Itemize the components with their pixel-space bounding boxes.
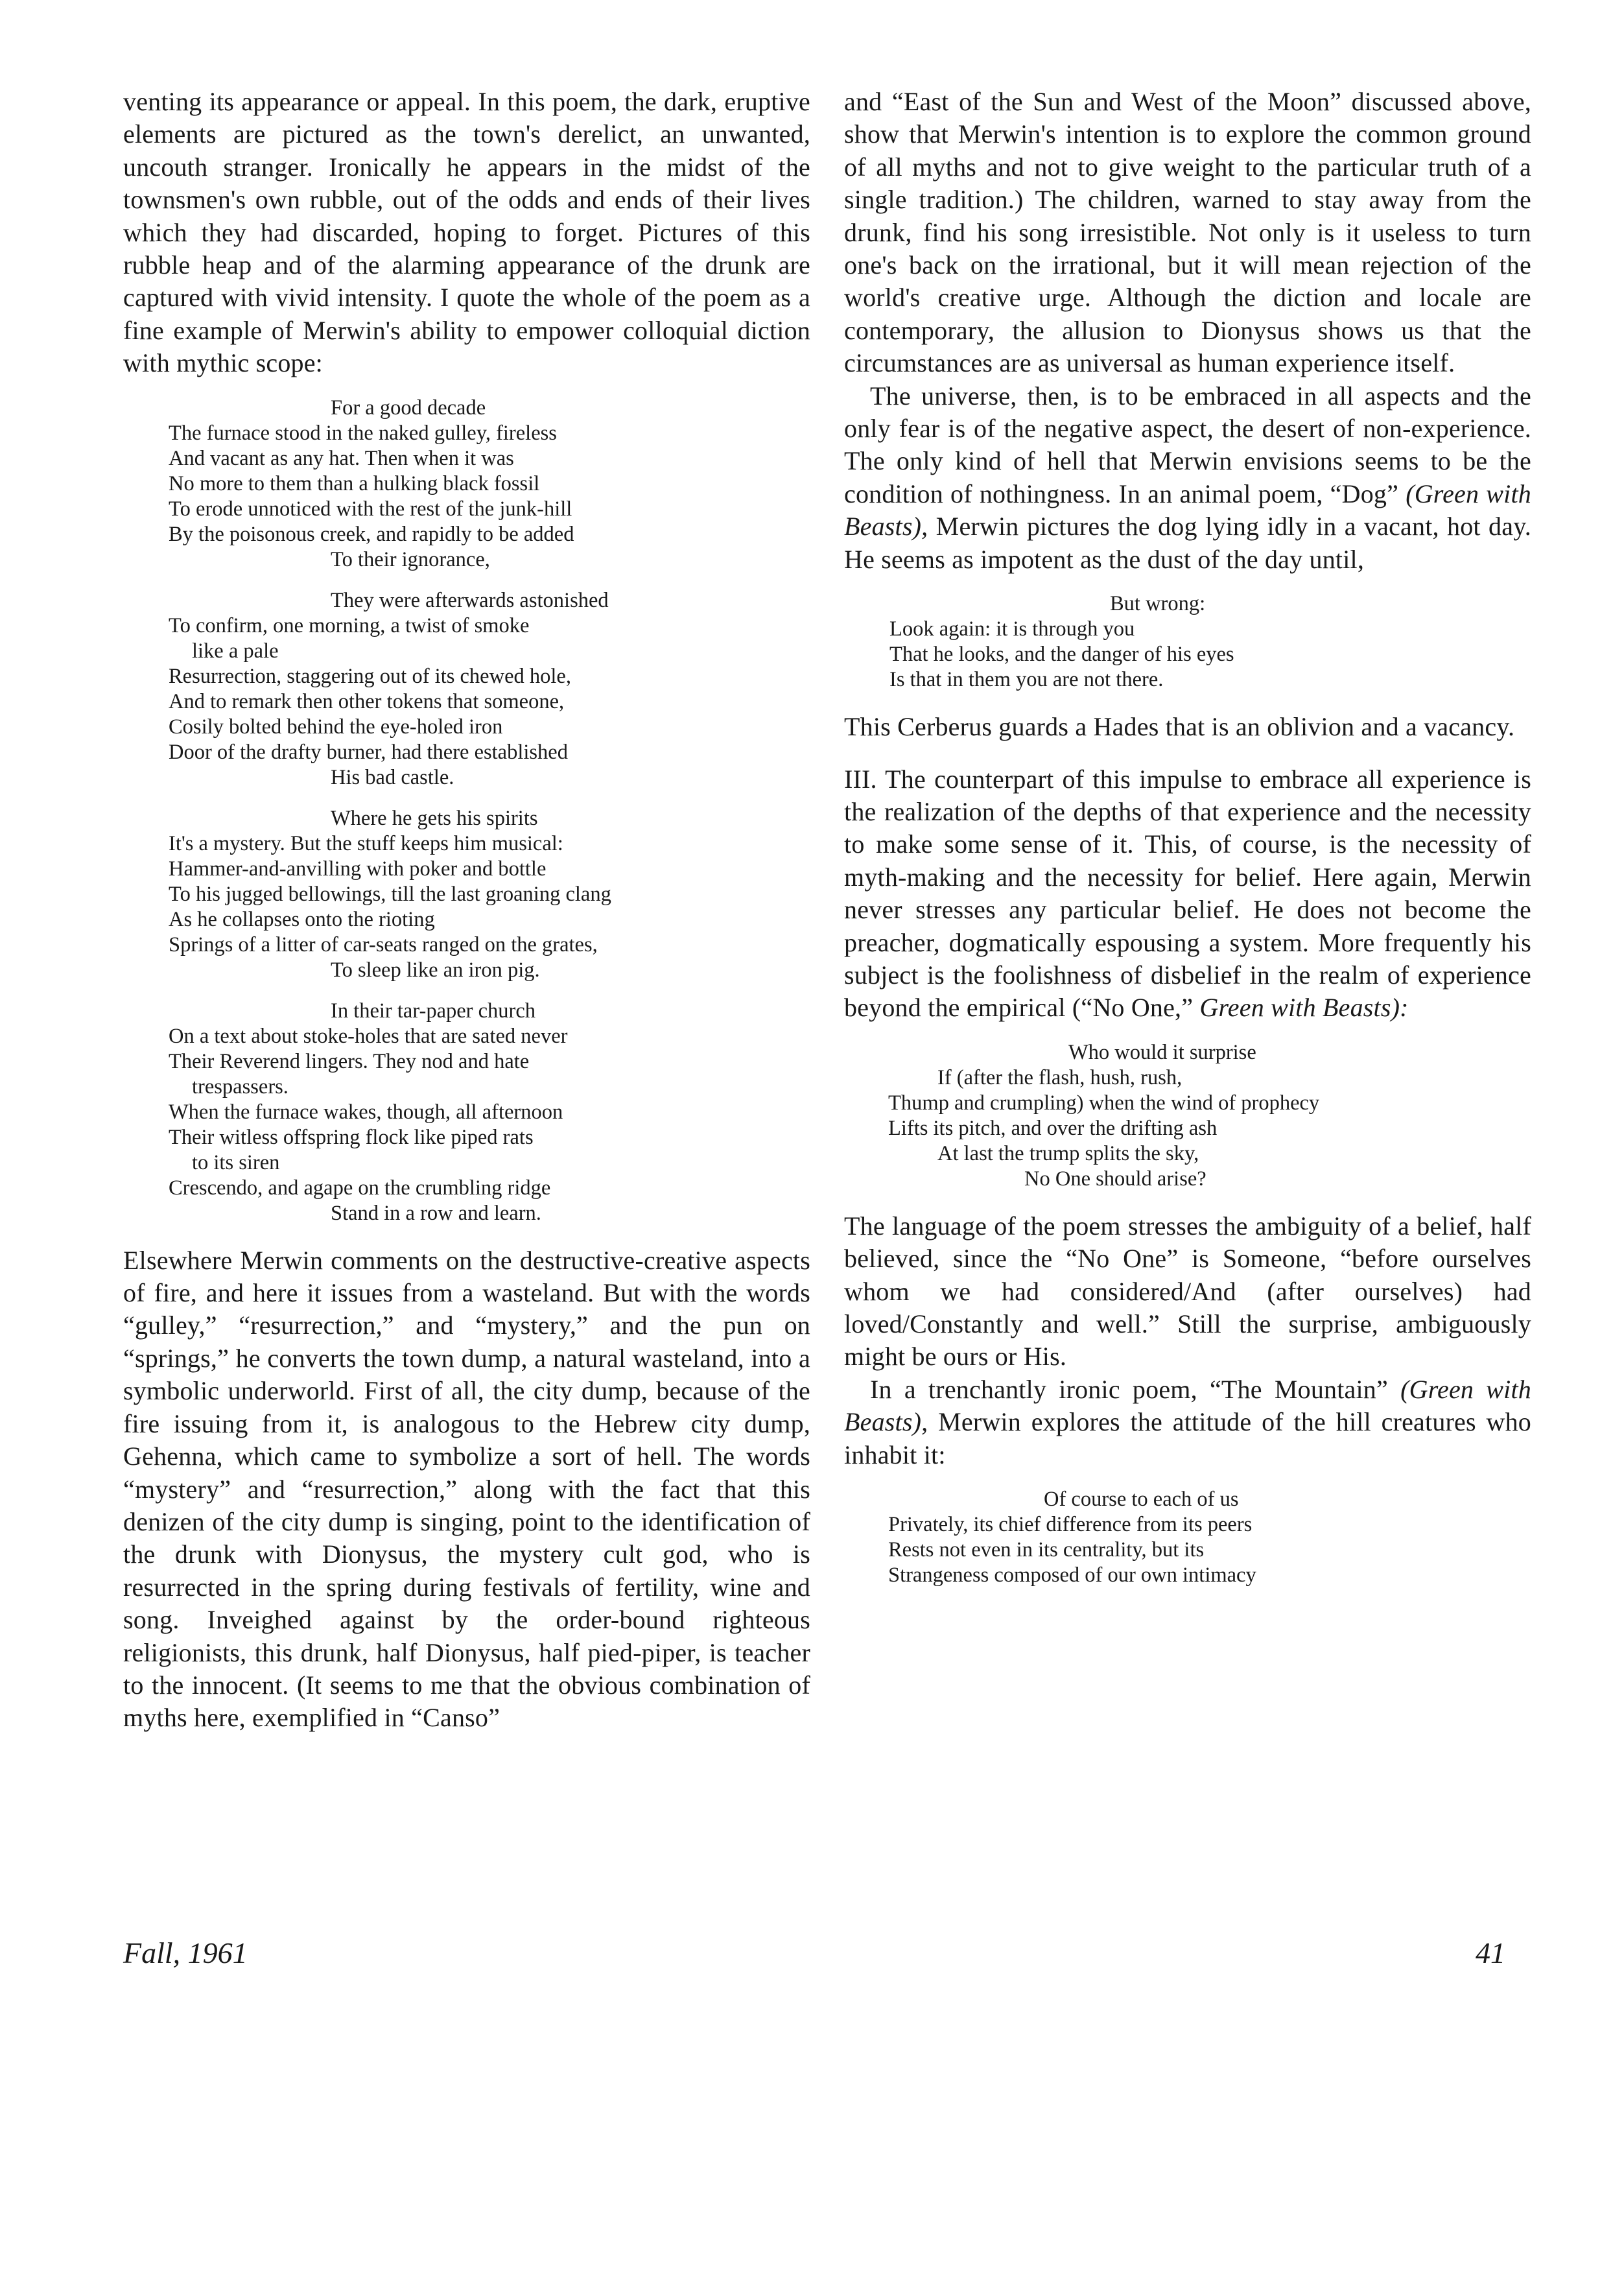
poem-line: But wrong: [1110,592,1206,616]
poem-line: Stand in a row and learn. [331,1201,541,1225]
poem-line: Rests not even in its centrality, but its [888,1538,1205,1562]
poem-line: Look again: it is through you [889,617,1135,641]
poem-line: Who would it surprise [1068,1040,1256,1064]
poem-line: Door of the drafty burner, had there established [169,740,568,764]
poem-line: Of course to each of us [1044,1488,1239,1511]
poem-line: At last the trump splits the sky, [937,1141,1199,1165]
paragraph [844,763,1531,1025]
poem-line: If (after the flash, hush, rush, [937,1065,1183,1089]
poem-line: To sleep like an iron pig. [331,958,540,982]
poem-line: Where he gets his spirits [331,806,538,830]
poem-block [888,1487,1531,1588]
poem-line: By the poisonous creek, and rapidly to be added [169,522,574,546]
book-title: (Green with Beasts), [844,1374,1532,1437]
poem-line: No One should arise? [1024,1167,1206,1191]
poem-line: To their ignorance, [331,547,490,571]
issue-date: Fall, 1961 [123,1936,248,1969]
text-run: Merwin pictures the dog lying idly in a vacant, hot day. He seems as impotent as the dust of the day until, [844,512,1532,574]
poem-line: to its siren [192,1150,280,1174]
poem-line: Springs of a litter of car-seats ranged on the grates, [169,932,598,956]
poem-line: It's a mystery. But the stuff keeps him musical: [169,831,563,855]
paragraph: The language of the poem stresses the ambiguity of a belief, half believed, since the “No One” is Someone, “before ourselves whom we had considered/And (after ourselves) had loved/Constantly and well.” Still the surprise, ambiguously might be ours or His. [844,1211,1531,1372]
poem-line: trespassers. [192,1075,288,1098]
poem-line: Cosily bolted behind the eye-holed iron [169,715,503,739]
poem-line: Resurrection, staggering out of its chewed hole, [169,664,571,688]
right-column [844,86,1531,1606]
poem-line: No more to them than a hulking black fossil [169,471,540,495]
poem-stanza-2 [169,588,810,790]
poem-line: Lifts its pitch, and over the drifting ash [888,1116,1218,1140]
poem-line: On a text about stoke-holes that are sated never [169,1024,568,1048]
poem-block [888,1040,1531,1192]
text-run: In a trenchantly ironic poem, “The Mountain” [870,1374,1388,1404]
poem-stanza-4 [169,999,810,1226]
poem-line: Their Reverend lingers. They nod and hate [169,1049,530,1073]
poem-line: And vacant as any hat. Then when it was [169,446,514,470]
poem-line: Privately, its chief difference from its peers [888,1513,1253,1536]
poem-line: Hammer-and-anvilling with poker and bottle [169,857,547,881]
poem-stanza-3 [169,806,810,983]
poem-line: As he collapses onto the rioting [169,907,435,931]
text-run: Merwin explores the attitude of the hill creatures who inhabit it: [844,1407,1531,1469]
paragraph [844,380,1531,576]
paragraph [844,1373,1531,1471]
poem-line: The furnace stood in the naked gulley, fireless [169,421,557,445]
paragraph: Elsewhere Merwin comments on the destructive-creative aspects of fire, and here it issues from a wasteland. But with the words “gulley,” “resurrection,” and “mystery,” and the pun on “springs,” he converts the town dump, a natural wasteland, into a symbolic underworld. First of all, the city dump, because of the fire issuing from it, is analogous to the Hebrew city dump, Gehenna, which came to symbolize a sort of hell. The words “mystery” and “resurrection,” along with the fact that this denizen of the city dump is singing, point to the identification of the drunk with Dionysus, the mystery cult god, who is resurrected in the spring during festivals of fertility, wine and song. Inveighed against by the order-bound righteous religionists, this drunk, half Dionysus, half pied-piper, is teacher to the innocent. (It seems to me that the obvious combination of myths here, exemplified in “Canso” [123,1245,810,1733]
paragraph: and “East of the Sun and West of the Moon” discussed above, show that Merwin's intention is to explore the common ground of all myths and not to give weight to the particular truth of a single tradition.) The children, warned to stay away from the drunk, find his song irresistible. Not only is it useless to turn one's back on the irrational, but it will mean rejection of the world's creative urge. Although the diction and locale are contemporary, the allusion to Dionysus shows us that the circumstances are as universal as human experience itself. [844,87,1531,378]
paragraph: venting its appearance or appeal. In this poem, the dark, eruptive elements are pictured as the town's derelict, an unwanted, uncouth stranger. Ironically he appears in the midst of the townsmen's own rubble, out of the odds and ends of their lives which they had discarded, hoping to forget. Pictures of this rubble heap and of the alarming appearance of the drunk are captured with vivid intensity. I quote the whole of the poem as a fine example of Merwin's ability to empower colloquial diction with mythic scope: [123,87,810,378]
poem-line: When the furnace wakes, though, all afternoon [169,1100,563,1124]
poem-line: In their tar-paper church [331,999,536,1023]
poem-line: To confirm, one morning, a twist of smoke [169,613,530,637]
poem-line: His bad castle. [331,765,454,789]
poem-block [169,396,810,1226]
poem-line: Is that in them you are not there. [889,668,1164,692]
poem-line: Crescendo, and agape on the crumbling ridge [169,1176,551,1200]
poem-line: To erode unnoticed with the rest of the junk-hill [169,497,572,521]
left-column [123,86,810,1735]
poem-line: like a pale [192,639,279,663]
poem-line: Their witless offspring flock like piped rats [169,1125,534,1149]
page-number: 41 [1476,1936,1505,1969]
text-run: The universe, then, is to be embraced in all aspects and the only fear is of the negative aspect, the desert of non-experience. The only kind of hell that Merwin envisions seems to be the condition of nothingness. In an animal poem, “Dog” [844,381,1531,508]
book-title: (Green with Beasts), [844,479,1531,541]
poem-line: And to remark then other tokens that someone, [169,689,565,713]
poem-line: That he looks, and the danger of his eyes [889,643,1234,667]
poem-line: They were afterwards astonished [331,588,609,612]
book-title: Green with Beasts): [1199,993,1409,1023]
poem-stanza-1 [169,396,810,573]
poem-line: For a good decade [331,396,486,420]
poem-line: Thump and crumpling) when the wind of prophecy [888,1091,1320,1115]
poem-line: Strangeness composed of our own intimacy [888,1563,1256,1587]
text-run: III. The counterpart of this impulse to embrace all experience is the realization of the depths of that experience and the necessity to make some sense of it. This, of course, is the necessity of myth-making and the necessity for belief. Here again, Merwin never stresses any particular belief. He does not become the preacher, dogmatically espousing a system. More frequently his subject is the foolishness of disbelief in the realm of experience beyond the empirical (“No One,” [844,764,1531,1023]
poem-block [889,591,1531,693]
paragraph: This Cerberus guards a Hades that is an oblivion and a vacancy. [844,712,1515,742]
poem-line: To his jugged bellowings, till the last groaning clang [169,882,611,906]
